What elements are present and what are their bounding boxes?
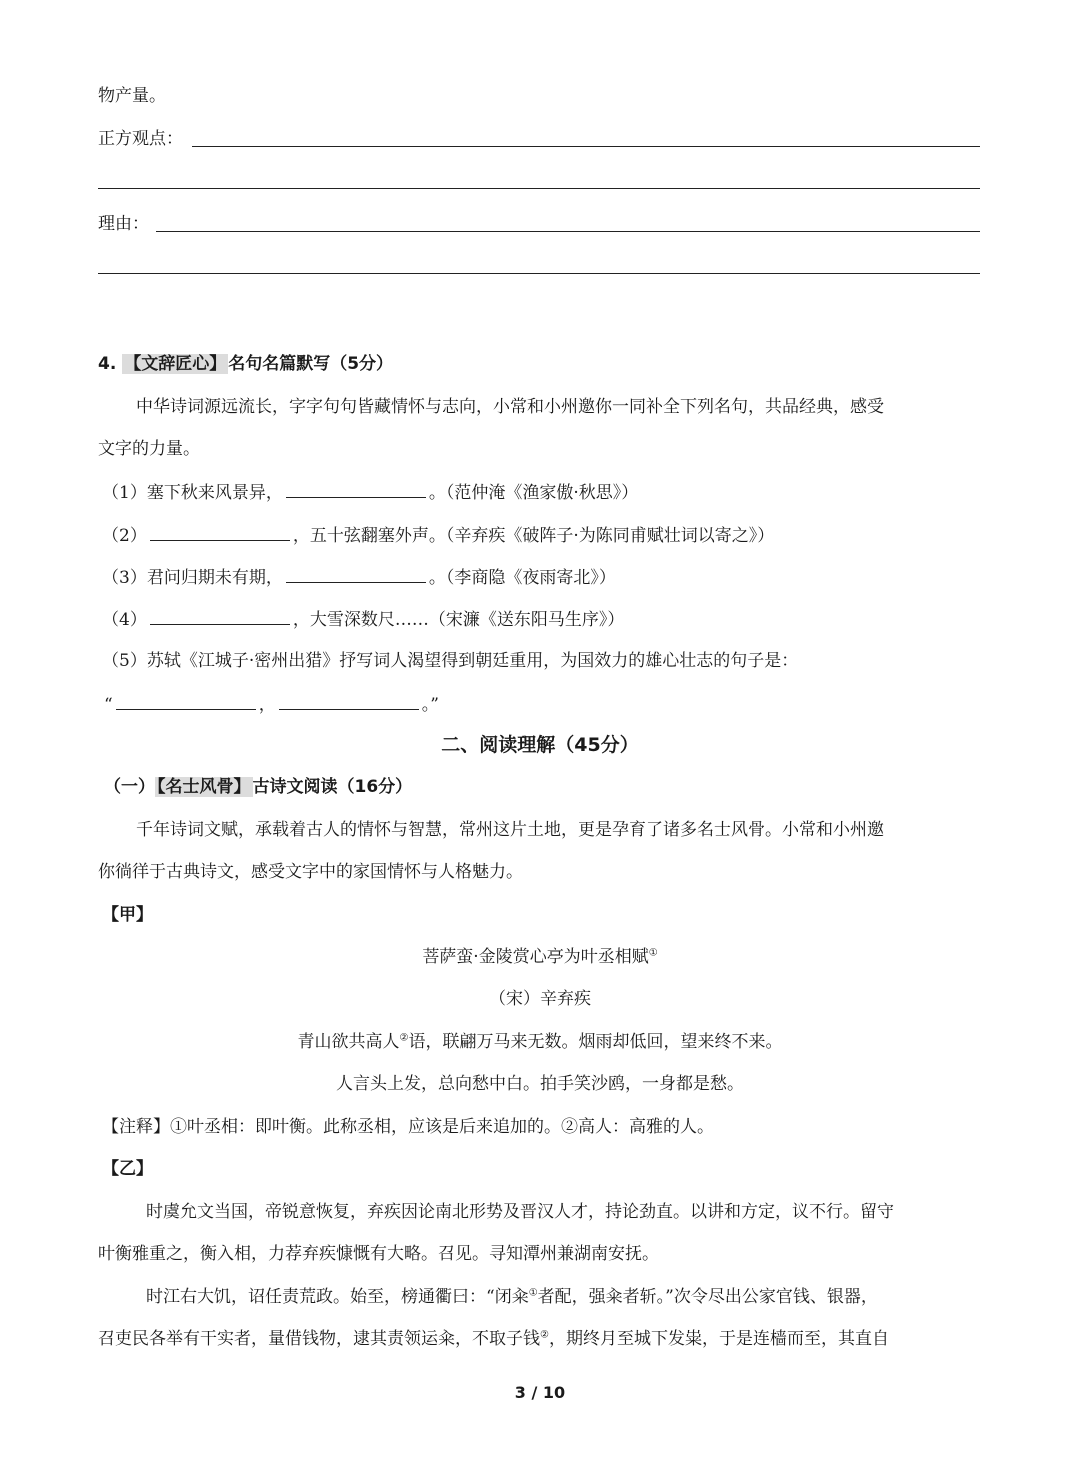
prose-line-4 xyxy=(98,1327,889,1351)
q4-item-3-before: 君问归期未有期， xyxy=(146,568,283,588)
q4-item-4-num: （4） xyxy=(102,610,147,630)
viewpoint-answer-line[interactable] xyxy=(192,146,980,147)
q4-intro-2: 文字的力量。 xyxy=(98,439,200,459)
q4-item-4-after: ，大雪深数尺……（宋濂《送东阳马生序》） xyxy=(292,610,625,630)
q4-title: 名句名篇默写（5分） xyxy=(228,354,394,374)
q4-intro-1: 中华诗词源远流长，字字句句皆藏情怀与志向，小常和小州邀你一同补全下列名句，共品经典，感受 xyxy=(136,397,884,417)
q4-item-1-num: （1） xyxy=(102,483,147,503)
prose-line-1: 时虞允文当国，帝锐意恢复，弃疾因论南北形势及晋汉人才，持论劲直。以讲和方定，议不行。留守 xyxy=(146,1202,894,1222)
label-a: 【甲】 xyxy=(102,905,153,925)
prose-line-2: 叶衡雅重之，衡入相，力荐弃疾慷慨有大略。召见。寻知潭州兼湖南安抚。 xyxy=(98,1244,659,1264)
poem-line-1-b: 语，联翩万马来无数。烟雨却低回，望来终不来。 xyxy=(408,1032,783,1052)
q4-item-2-blank[interactable] xyxy=(150,522,290,541)
poem-note-mark-1: ① xyxy=(648,947,658,959)
page-number: 3 / 10 xyxy=(514,1383,566,1402)
subsection-1-tag: 【名士风骨】 xyxy=(157,777,251,797)
q4-item-5-answer xyxy=(104,691,439,717)
poem-author: （宋）辛弃疾 xyxy=(489,989,591,1009)
q4-item-5: （5）苏轼《江城子·密州出猎》抒写词人渴望得到朝廷重用，为国效力的雄心壮志的句子是： xyxy=(102,651,799,671)
poem-line-1-a: 青山欲共高人 xyxy=(297,1032,400,1052)
q4-item-4 xyxy=(102,606,624,632)
prose-line-4-b: ，期终月至城下发粜，于是连樯而至，其直自 xyxy=(548,1329,889,1349)
q4-item-3-after: 。（李商隐《夜雨寄北》） xyxy=(428,568,616,588)
prose-note-mark-1: ① xyxy=(528,1287,538,1299)
q4-item-5-blank-2[interactable] xyxy=(279,691,419,710)
poem-line-2: 人言头上发，总向愁中白。拍手笑沙鸥，一身都是愁。 xyxy=(336,1074,744,1094)
intro-tail: 物产量。 xyxy=(98,86,166,106)
viewpoint-row xyxy=(98,127,183,151)
prose-note-mark-2: ② xyxy=(540,1329,549,1341)
q4-item-3-blank[interactable] xyxy=(286,564,426,583)
prose-line-4-a: 召吏民各举有干实者，量借钱物，逮其责领运籴，不取子钱 xyxy=(98,1329,540,1349)
subsection-1-intro-2: 你徜徉于古典诗文，感受文字中的家国情怀与人格魅力。 xyxy=(98,862,523,882)
poem-notes: 【注释】①叶丞相：即叶衡。此称丞相，应该是后来追加的。②高人：高雅的人。 xyxy=(102,1117,714,1137)
q4-item-1 xyxy=(102,479,638,505)
reason-row xyxy=(98,212,149,236)
poem-title xyxy=(0,945,1080,969)
q4-item-3-num: （3） xyxy=(102,568,147,588)
q4-item-2 xyxy=(102,522,774,548)
poem-line-1 xyxy=(0,1030,1080,1054)
subsection-1-title: 古诗文阅读（16分） xyxy=(252,777,413,797)
q4-item-2-num: （2） xyxy=(102,526,147,546)
q4-item-1-before: 塞下秋来风景异， xyxy=(146,483,283,503)
q4-item-5-blank-1[interactable] xyxy=(116,691,256,710)
viewpoint-label: 正方观点： xyxy=(98,129,183,149)
prose-line-3-a: 时江右大饥，诏任责荒政。始至，榜通衢曰：“闭籴 xyxy=(146,1287,529,1307)
q4-item-5-open-quote: “ xyxy=(104,695,113,715)
subsection-1-num: （一） xyxy=(104,777,155,797)
q4-heading xyxy=(98,352,393,376)
subsection-1-heading xyxy=(104,775,412,799)
reason-answer-line[interactable] xyxy=(156,231,980,232)
q4-item-3 xyxy=(102,564,616,590)
reason-label: 理由： xyxy=(98,214,149,234)
q4-item-2-after: ，五十弦翻塞外声。（辛弃疾《破阵子·为陈同甫赋壮词以寄之》） xyxy=(292,526,775,546)
section-2-title: 二、阅读理解（45分） xyxy=(441,734,639,756)
q4-number: 4. xyxy=(98,354,117,374)
q4-item-1-after: 。（范仲淹《渔家傲·秋思》） xyxy=(428,483,639,503)
viewpoint-answer-line-2[interactable] xyxy=(98,188,980,189)
reason-answer-line-2[interactable] xyxy=(98,273,980,274)
label-b: 【乙】 xyxy=(102,1159,153,1179)
q4-item-4-blank[interactable] xyxy=(150,606,290,625)
q4-item-5-comma: ， xyxy=(258,695,276,715)
q4-item-1-blank[interactable] xyxy=(286,479,426,498)
prose-line-3 xyxy=(146,1285,878,1309)
q4-item-5-close-quote: 。” xyxy=(421,695,439,715)
q4-tag: 【文辞匠心】 xyxy=(124,354,227,374)
poem-title-text: 菩萨蛮·金陵赏心亭为叶丞相赋 xyxy=(422,947,649,967)
prose-line-3-b: 者配，强籴者斩。”次令尽出公家官钱、银器， xyxy=(537,1287,878,1307)
subsection-1-intro-1: 千年诗词文赋，承载着古人的情怀与智慧，常州这片土地，更是孕育了诸多名士风骨。小常和小州邀 xyxy=(136,820,884,840)
poem-note-mark-2: ② xyxy=(399,1032,409,1044)
